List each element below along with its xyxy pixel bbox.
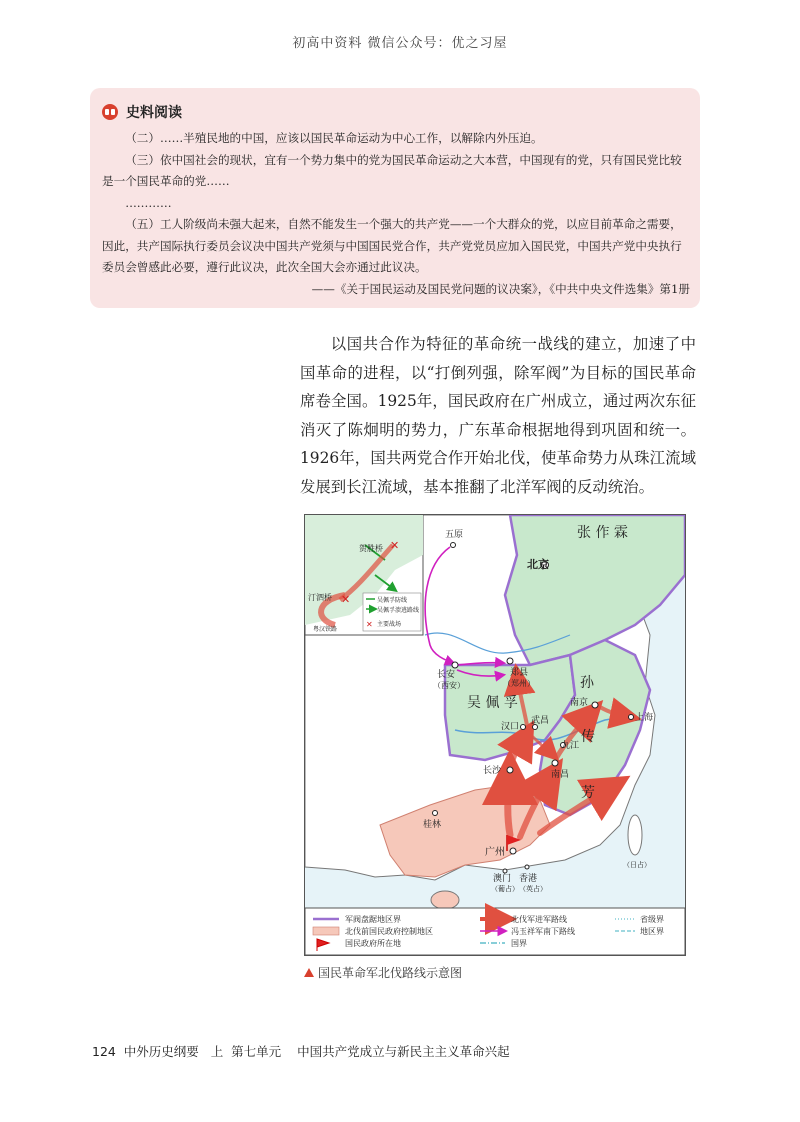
- marker-wuyuan: [451, 543, 456, 548]
- label-xian: （西安）: [433, 681, 465, 690]
- marker-changan: [452, 662, 458, 668]
- marker-shanghai: [629, 715, 634, 720]
- legend-route: 北伐军进军路线: [511, 915, 567, 924]
- hainan-island: [431, 891, 459, 909]
- marker-guangzhou: [510, 848, 516, 854]
- inset-label-tingsi: 汀泗桥: [308, 593, 332, 602]
- label-zhang-zuolin: 张 作 霖: [577, 525, 628, 541]
- label-hongkong: 香港: [519, 874, 538, 884]
- marker-nanchang: [552, 760, 558, 766]
- label-sun-chuanfang-3: 芳: [581, 785, 595, 801]
- body-paragraph: 以国共合作为特征的革命统一战线的建立，加速了中国革命的进程，以“打倒列强，除军阀”为目标的国民革命席卷全国。1925年，国民政府在广州成立，通过两次东征消灭了陈炯明的势力，广东革命根据地得到巩固和统一。1926年，国共两党合作开始北伐，使革命势力从珠江流域发展到长江流域，基本推翻了北洋军阀的反动统治。: [300, 335, 696, 496]
- source-paragraph-3: （三）依中国社会的现状，宜有一个势力集中的党为国民革命运动之大本营，中国现有的党，只有国民党比较是一个国民革命的党……: [102, 152, 682, 188]
- label-beijing: 北京: [527, 558, 549, 571]
- book-icon: [102, 104, 118, 120]
- label-hongkong-note: （英占）: [519, 885, 547, 893]
- legend-gov-seat: 国民政府所在地: [345, 939, 401, 948]
- map-legend: [305, 908, 685, 955]
- legend-province-border: 省级界: [640, 915, 664, 924]
- label-wuyuan: 五原: [445, 530, 464, 540]
- source-reading-box: [90, 88, 700, 308]
- label-macau-note: （葡占）: [491, 885, 519, 893]
- label-hankou: 汉口: [501, 722, 520, 732]
- inset-legend-battle-icon: ✕: [366, 620, 373, 629]
- label-nanchang: 南昌: [551, 770, 570, 780]
- inset-legend-retreat: 吴佩孚溃逃路线: [377, 607, 420, 614]
- marker-guilin: [433, 811, 438, 816]
- label-changsha: 长沙: [483, 766, 502, 776]
- label-zhengxian: 郑县: [510, 668, 529, 678]
- inset-legend-defense: 吴佩孚防线: [377, 597, 408, 604]
- inset-label-hesheng: 贺胜桥: [359, 544, 383, 553]
- legend-nationalist-area: 北伐前国民政府控制地区: [345, 927, 433, 936]
- source-reading-body: [102, 128, 690, 300]
- inset-label-rail: 粤汉铁路: [313, 626, 338, 633]
- legend-feng-route: 冯玉祥军南下路线: [511, 927, 575, 936]
- label-guilin: 桂林: [423, 820, 442, 830]
- inset-map: [305, 515, 423, 635]
- label-wu-peifu: 吴 佩 孚: [467, 695, 518, 711]
- label-zhengzhou: （郑州）: [503, 679, 535, 688]
- route-guangzhou-changsha: [508, 770, 510, 835]
- battle-icon-1: ✕: [390, 539, 400, 552]
- map-svg: [305, 515, 685, 955]
- legend-region-border: 地区界: [640, 927, 664, 936]
- label-changan: 长安: [437, 670, 456, 680]
- marker-macau: [503, 869, 507, 873]
- label-sun-chuanfang-2: 传: [581, 729, 595, 745]
- source-paragraph-2: （二）……半殖民地的中国，应该以国民革命运动为中心工作，以解除内外压迫。: [125, 131, 543, 145]
- map-caption: [304, 964, 462, 981]
- page-footer: 124 中外历史纲要 上 第七单元 中国共产党成立与新民主主义革命兴起: [92, 1044, 510, 1059]
- source-reading-title: 史料阅读: [126, 105, 182, 121]
- marker-hongkong: [525, 865, 529, 869]
- marker-nanjing: [592, 702, 598, 708]
- label-jiujiang: 九江: [561, 741, 580, 751]
- marker-hankou: [521, 725, 526, 730]
- label-guangzhou: 广州: [485, 847, 505, 858]
- label-sun-chuanfang-1: 孙: [580, 675, 594, 691]
- marker-changsha: [507, 767, 513, 773]
- marker-zhengxian: [507, 658, 513, 664]
- label-wuchang: 武昌: [531, 716, 550, 726]
- page-header: 初高中资料 微信公众号：优之习屋: [292, 36, 508, 51]
- label-shanghai: 上海: [635, 713, 654, 723]
- source-paragraph-5: （五）工人阶级尚未强大起来，自然不能发生一个强大的共产党——一个大群众的党，以应目前革命之需要，因此，共产国际执行委员会议决中国共产党须与中国国民党合作，共产党党员应加入国民党，中国共产党中央执行委员会曾感此必要，遵行此议决，此次全国大会亦通过此议决。: [102, 217, 682, 274]
- caption-triangle-icon: [304, 968, 314, 977]
- taiwan-island: [628, 815, 642, 855]
- battle-icon-2: ✕: [341, 593, 351, 606]
- source-citation: ——《关于国民运动及国民党问题的议决案》，《中共中央文件选集》第1册: [311, 281, 690, 296]
- legend-warlord-boundary: 军阀盘踞地区界: [345, 915, 401, 924]
- source-reading-heading: [102, 102, 182, 122]
- label-japan-note: （日占）: [623, 861, 651, 869]
- legend-national-border: 国界: [511, 939, 527, 948]
- northern-expedition-map: [304, 514, 686, 956]
- inset-legend-battle: 主要战场: [377, 621, 402, 628]
- source-ellipsis: …………: [125, 195, 172, 210]
- label-nanjing: 南京: [570, 698, 589, 708]
- label-macau: 澳门: [493, 874, 512, 884]
- caption-text: 国民革命军北伐路线示意图: [318, 966, 463, 980]
